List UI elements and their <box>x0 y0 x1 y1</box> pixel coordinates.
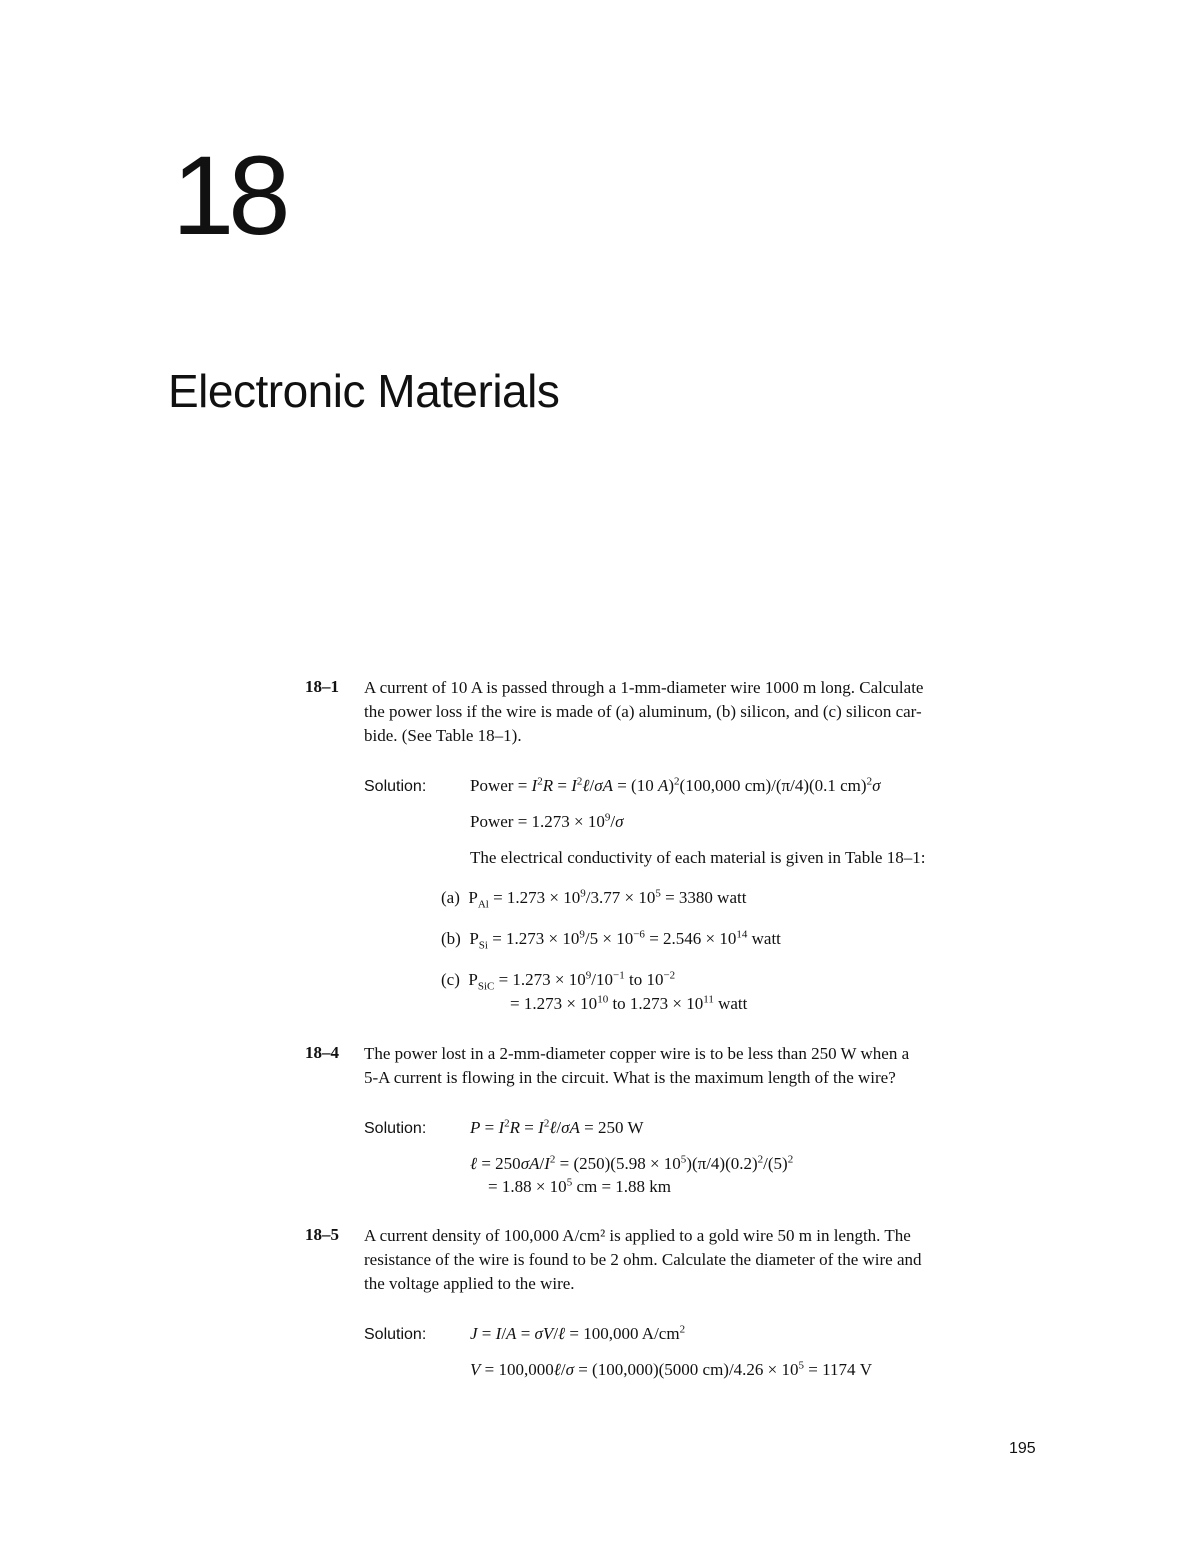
equation: $P = I^2R$ = $I^2\ell/\sigma A = 250$ W <box>470 1117 644 1137</box>
problem-number: 18–1 <box>305 677 339 696</box>
equation: (c) $P_{SiC} = 1.273 \times 10^9/10^{-1}$ to $10^{-2}$ <box>441 969 676 993</box>
problem-line: bide. (See Table 18–1). <box>364 726 522 745</box>
equation: V = 100,000ℓ/σ = (100,000)(5000 $cm)/4.26 \times 10^5 = 1174$ V <box>470 1359 872 1379</box>
problem-line: A current density of 100,000 A/cm² is applied to a gold wire 50 m in length. The <box>364 1226 911 1245</box>
problem-text <box>364 1224 922 1296</box>
equation: Power = $1.273 \times 10^9/\sigma$ <box>470 811 624 831</box>
equation: ℓ = $250\sigma A/I^2 = (250)(5.98 \times 10^5)(\pi/4)(0.2)^2/(5)^2$ <box>470 1153 794 1173</box>
problem-line: resistance of the wire is found to be 2 ohm. Calculate the diameter of the wire and <box>364 1250 922 1269</box>
problem-number: 18–4 <box>305 1043 339 1062</box>
problem-text <box>364 1042 909 1090</box>
solution-note: The electrical conductivity of each material is given in Table 18–1: <box>470 848 926 867</box>
equation: (b) $P_{Si} = 1.273 \times 10^9/5 \times 10^{-6} = 2.546 \times 10^{14}$ watt <box>441 928 781 952</box>
solution-label: Solution: <box>364 1120 427 1137</box>
problem-line: the voltage applied to the wire. <box>364 1274 575 1293</box>
problem-line: The power lost in a 2-mm-diameter copper wire is to be less than 250 W when a <box>364 1044 910 1063</box>
equation: = $1.88 \times 10^5$ cm = 1.88 km <box>488 1176 672 1196</box>
equation: Power = $I^2R$ = $I^2\ell/\sigma A = (10$ A)$^2$(100,000 cm)/(π/4)(0.1 cm)$^2$σ <box>470 775 881 795</box>
problem-number: 18–5 <box>305 1225 339 1244</box>
equation: = $1.273 \times 10^{10}$ to $1.273 \times 10^{11}$ watt <box>510 993 748 1013</box>
chapter-number: 18 <box>172 133 285 258</box>
problem-line: the power loss if the wire is made of (a) aluminum, (b) silicon, and (c) silicon car- <box>364 702 922 721</box>
problem-line: 5-A current is flowing in the circuit. What is the maximum length of the wire? <box>364 1068 896 1087</box>
equation: (a) $P_{Al} = 1.273 \times 10^9/3.77 \times 10^5 = 3380$ watt <box>441 887 747 911</box>
solution-label: Solution: <box>364 1326 427 1343</box>
equation: J = I/A = σV/ℓ = 100,000 $A/cm^2$ <box>470 1323 686 1343</box>
problem-line: A current of 10 A is passed through a 1-mm-diameter wire 1000 m long. Calculate <box>364 678 924 697</box>
page-number: 195 <box>1009 1440 1036 1457</box>
solution-label: Solution: <box>364 778 427 795</box>
problem-text <box>364 676 923 748</box>
chapter-title: Electronic Materials <box>168 365 560 417</box>
